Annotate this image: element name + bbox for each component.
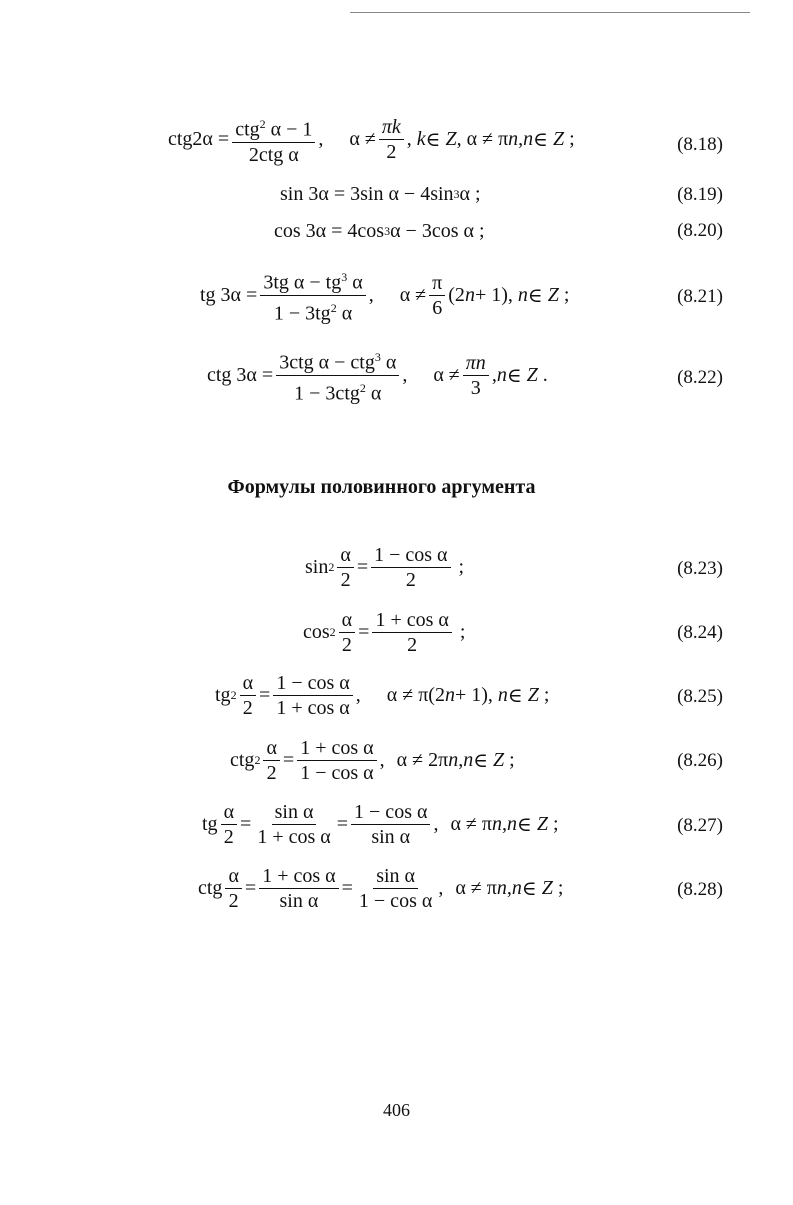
formula-8-24: cos 2 $\frac{\alpha}{2}$ = $\frac{\text{1 + cos α}}{2}$ ; [303, 609, 466, 656]
equation-number-8-18: (8.18) [677, 134, 723, 155]
equation-number-8-26: (8.26) [677, 750, 723, 771]
equation-number-8-24: (8.24) [677, 622, 723, 643]
formula-8-19: sin 3α = 3sin α − 4sin 3 α ; [280, 183, 481, 205]
formula-8-18: ctg2α = $\frac{ctg^2 \alpha - 1}{\text{2ctg α}}$ , α ≠ $\frac{\pi k}{2}$ , k ∈ Z , α ≠ π n , n ∈ Z ; [168, 112, 575, 167]
formula-8-20: cos 3α = 4cos 3 α − 3cos α ; [274, 220, 485, 242]
equation-number-8-21: (8.21) [677, 286, 723, 307]
equation-number-8-28: (8.28) [677, 879, 723, 900]
equation-number-8-23: (8.23) [677, 558, 723, 579]
page-number: 406 [383, 1100, 410, 1120]
formula-8-25: tg 2 $\frac{\alpha}{2}$ = $\frac{\text{1 − cos α}}{\text{1 + cos α}}$ , α ≠ π(2 n + 1), n ∈ Z ; [215, 672, 550, 719]
equation-number-8-25: (8.25) [677, 686, 723, 707]
formula-8-23: sin 2 $\frac{\alpha}{2}$ = $\frac{\text{1 − cos α}}{2}$ ; [305, 544, 465, 591]
formula-8-22: ctg 3α = $\frac{3ctg \alpha - ctg^3 \alpha}{1 - 3ctg^2 \alpha}$ , α ≠ $\frac{\pi n}{3}$ , n ∈ Z . [207, 345, 548, 405]
formula-8-26: ctg 2 $\frac{\alpha}{2}$ = $\frac{\text{1 + cos α}}{\text{1 − cos α}}$ , α ≠ 2π n , n ∈ Z ; [230, 737, 515, 784]
formula-8-21: tg 3α = $\frac{3tg \alpha - tg^3 \alpha}{1 - 3tg^2 \alpha}$ , α ≠ $\frac{\pi}{6}$ (2 n + 1), n ∈ Z ; [200, 265, 569, 325]
equation-number-8-20: (8.20) [677, 220, 723, 241]
formula-8-27: tg $\frac{\alpha}{2}$ = $\frac{\text{sin α}}{\text{1 + cos α}}$ = $\frac{\text{1 − cos α}}{\text{sin α}}$ , α ≠ π n , n ∈ Z ; [202, 801, 559, 848]
equation-number-8-27: (8.27) [677, 815, 723, 836]
equation-number-8-22: (8.22) [677, 367, 723, 388]
section-title: Формулы половинного аргумента [227, 476, 536, 498]
formula-8-28: ctg $\frac{\alpha}{2}$ = $\frac{\text{1 + cos α}}{\text{sin α}}$ = $\frac{\text{sin α}}{\text{1 − cos α}}$ , α ≠ π n , n ∈ Z ; [198, 865, 564, 912]
top-rule [350, 12, 750, 13]
equation-number-8-19: (8.19) [677, 184, 723, 205]
